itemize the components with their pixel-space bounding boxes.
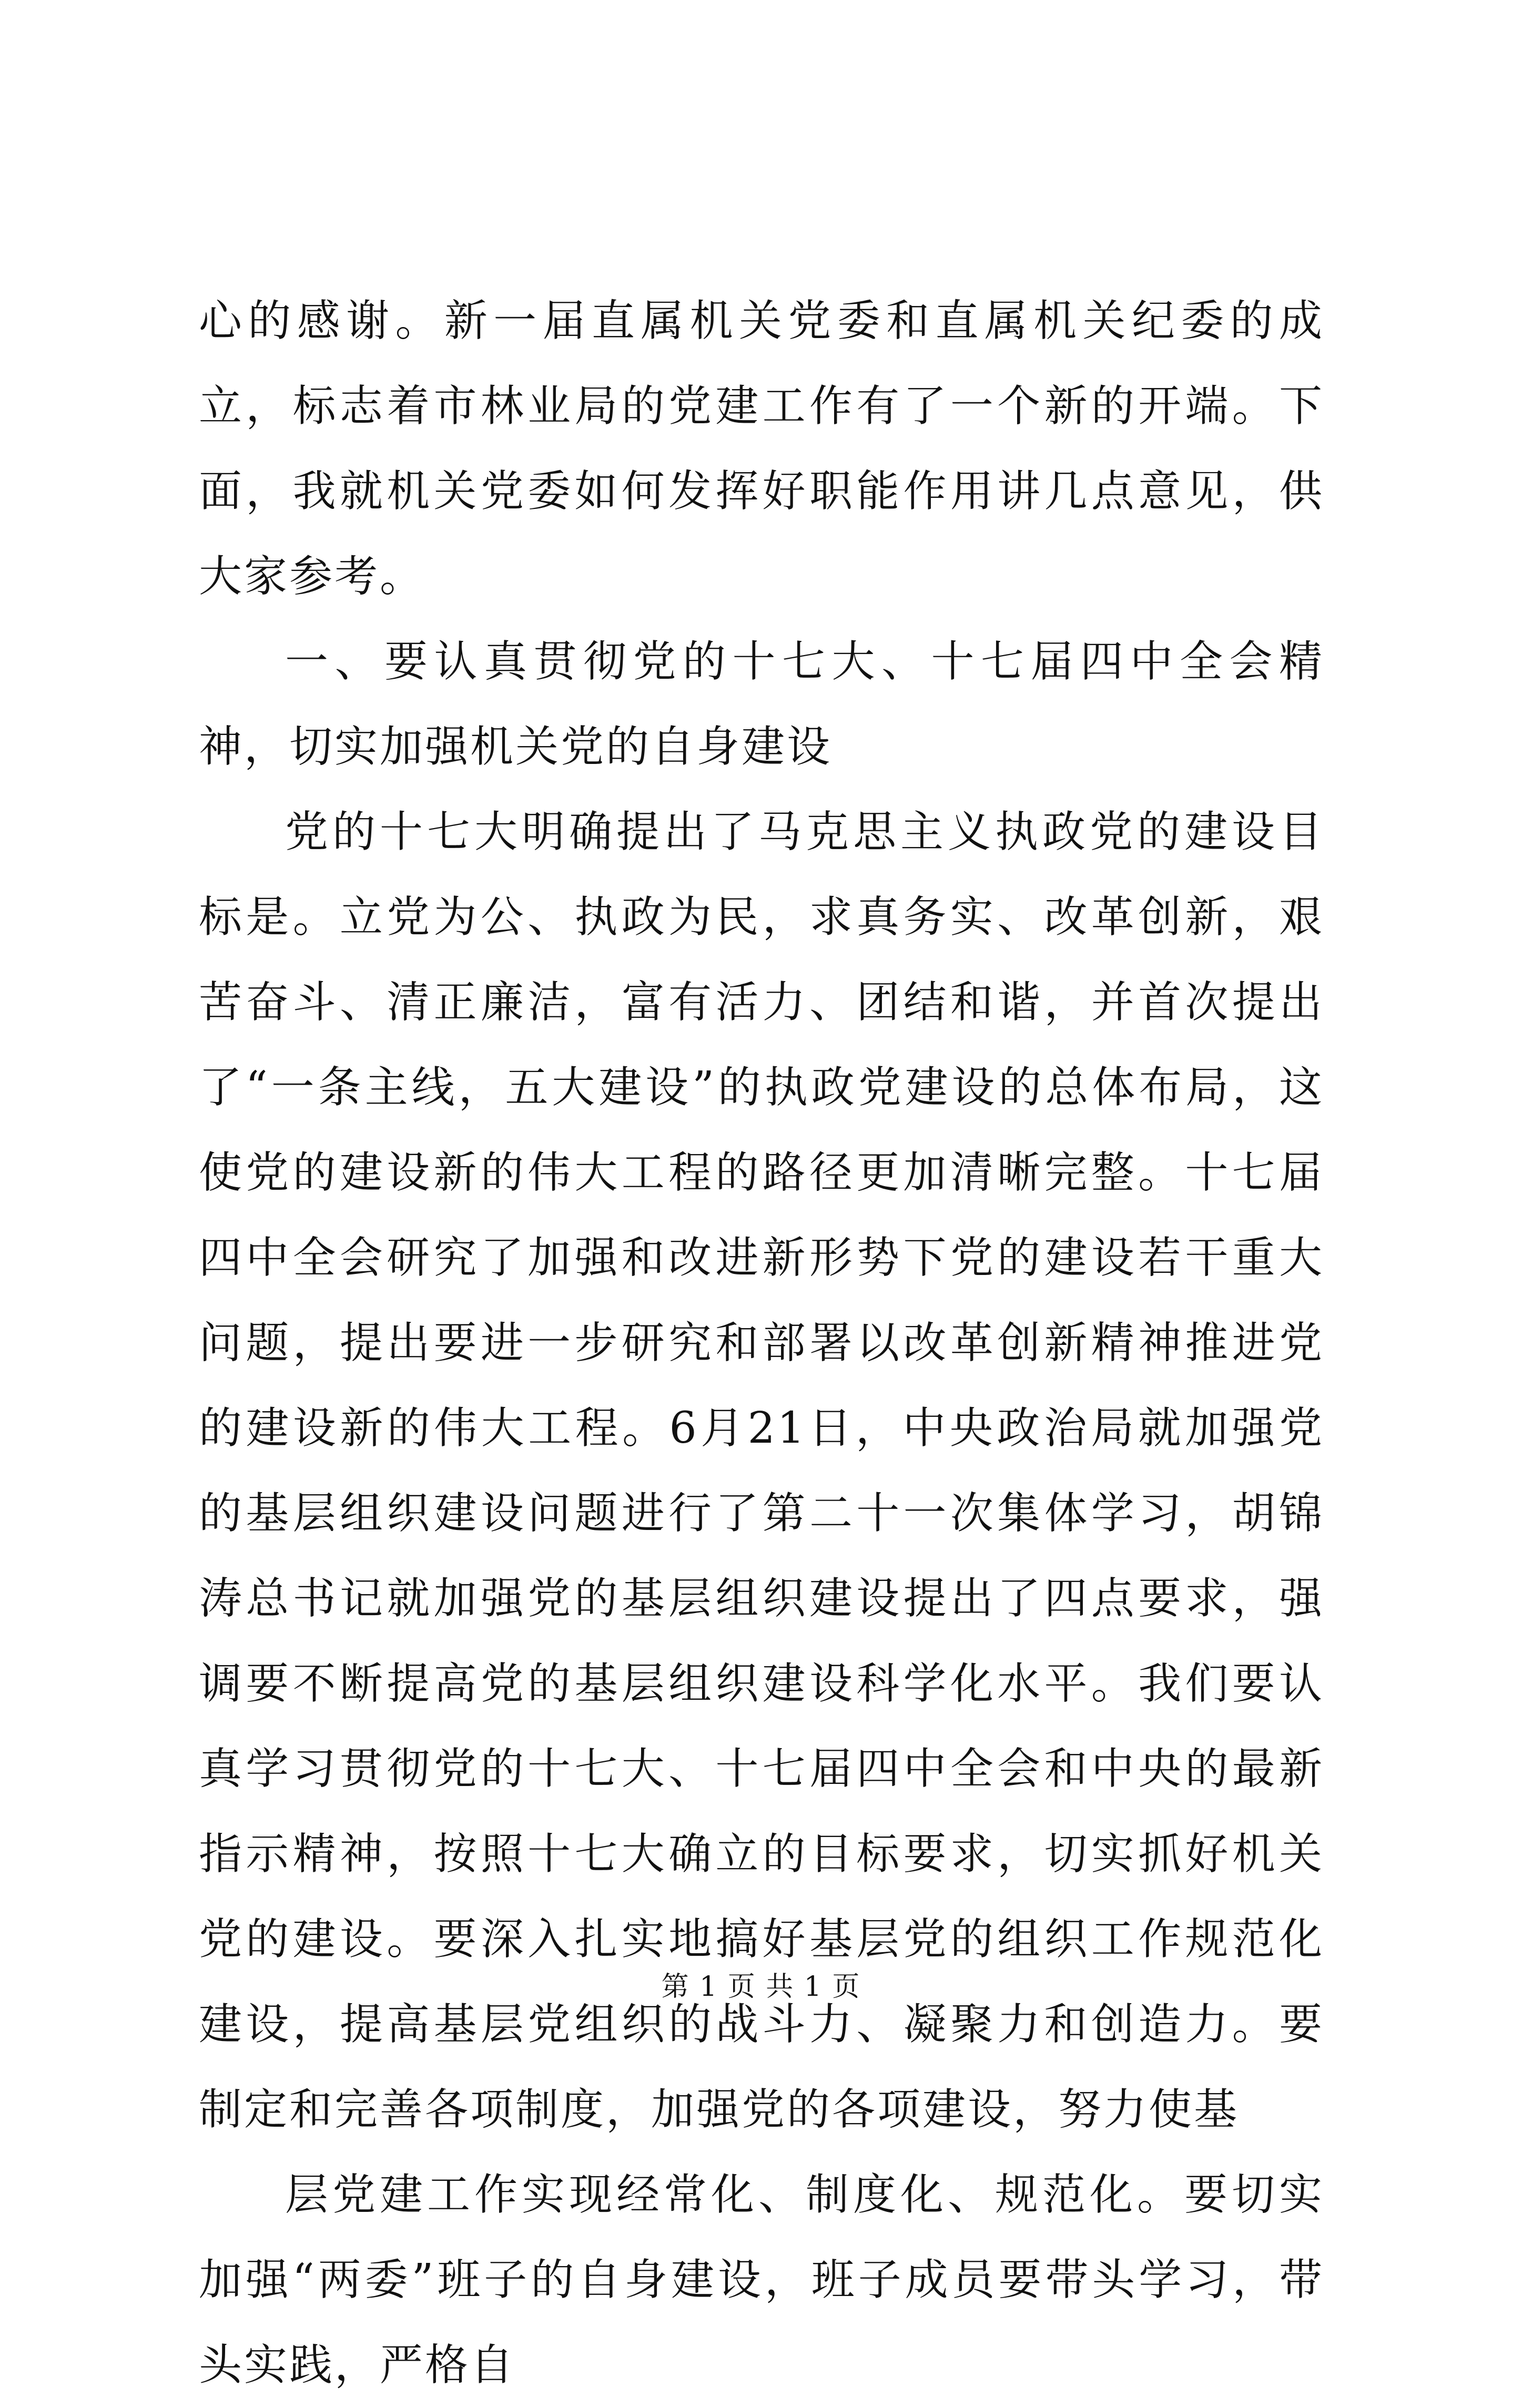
section-heading-1: 一、要认真贯彻党的十七大、十七届四中全会精神，切实加强机关党的自身建设	[199, 637, 1324, 772]
page-footer: 第 1 页 共 1 页	[661, 1971, 861, 2003]
paragraph-1: 心的感谢。新一届直属机关党委和直属机关纪委的成立，标志着市林业局的党建工作有了一个新的开端。下面，我就机关党委如何发挥好职能作用讲几点意见，供大家参考。	[199, 296, 1324, 601]
paragraph-2: 党的十七大明确提出了马克思主义执政党的建设目标是。立党为公、执政为民，求真务实、改革创新，艰苦奋斗、清正廉洁，富有活力、团结和谐，并首次提出了“一条主线，五大建设”的执政党建设的总体布局，这使党的建设新的伟大工程的路径更加清晰完整。十七届四中全会研究了加强和改进新形势下党的建设若干重大问题，提出要进一步研究和部署以改革创新精神推进党的建设新的伟大工程。6月21日，中央政治局就加强党的基层组织建设问题进行了第二十一次集体学习，胡锦涛总书记就加强党的基层组织建设提出了四点要求，强调要不断提高党的基层组织建设科学化水平。我们要认真学习贯彻党的十七大、十七届四中全会和中央的最新指示精神，按照十七大确立的目标要求，切实抓好机关党的建设。要深入扎实地搞好基层党的组织工作规范化建设，提高基层党组织的战斗力、凝聚力和创造力。要制定和完善各项制度，加强党的各项建设，努力使基	[199, 807, 1324, 2135]
paragraph-3: 层党建工作实现经常化、制度化、规范化。要切实加强“两委”班子的自身建设，班子成员要带头学习，带头实践，严格自	[199, 2170, 1324, 2390]
document-body	[199, 279, 1324, 2408]
